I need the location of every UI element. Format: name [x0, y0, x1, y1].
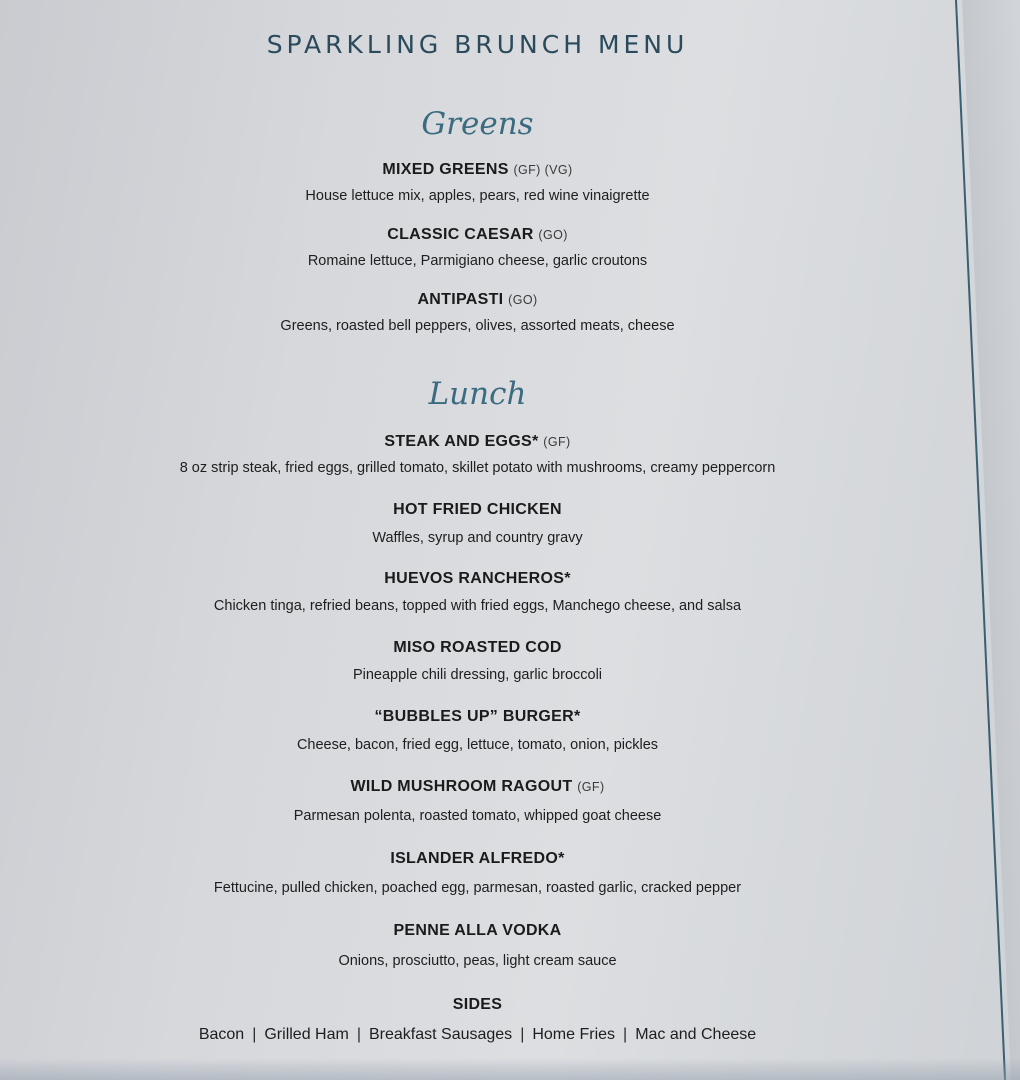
item-title: HOT FRIED CHICKEN [393, 501, 562, 518]
item-title: WILD MUSHROOM RAGOUT [350, 778, 573, 795]
menu-item-name [0, 161, 955, 179]
side-separator: | [252, 1026, 257, 1043]
side-item: Bacon [198, 1026, 245, 1043]
item-title: CLASSIC CAESAR [387, 226, 534, 243]
menu-item-name [0, 639, 955, 657]
item-title: “BUBBLES UP” BURGER* [374, 708, 581, 725]
sides-list [0, 1026, 955, 1044]
sides-heading: SIDES [452, 996, 503, 1013]
side-item: Mac and Cheese [635, 1026, 757, 1043]
side-item: Grilled Ham [264, 1026, 349, 1043]
menu-item-description: Cheese, bacon, fried egg, lettuce, tomato, onion, pickles [296, 737, 659, 753]
menu-item-name [0, 291, 955, 309]
item-tags: (GO) [508, 293, 538, 307]
item-tags: (GF) [543, 435, 571, 449]
side-item: Breakfast Sausages [368, 1026, 513, 1043]
menu-item-description: 8 oz strip steak, fried eggs, grilled tomato, skillet potato with mushrooms, creamy peppercorn [179, 460, 776, 476]
menu-item-description: Greens, roasted bell peppers, olives, assorted meats, cheese [280, 318, 675, 334]
side-separator: | [356, 1026, 361, 1043]
item-title: ANTIPASTI [417, 291, 504, 308]
menu-item-description: Pineapple chili dressing, garlic broccoli [352, 667, 603, 683]
menu-item-description: Waffles, syrup and country gravy [372, 530, 583, 546]
menu-item-name [0, 226, 955, 244]
menu-item-description: Parmesan polenta, roasted tomato, whipped goat cheese [293, 808, 662, 824]
section-heading-lunch: Lunch [428, 376, 527, 412]
menu-item-description: Fettucine, pulled chicken, poached egg, parmesan, roasted garlic, cracked pepper [213, 880, 742, 896]
item-title: MIXED GREENS [382, 161, 509, 178]
menu-item-description: Chicken tinga, refried beans, topped with fried eggs, Manchego cheese, and salsa [213, 598, 742, 614]
item-tags: (GF) [577, 780, 605, 794]
menu-item-name [0, 433, 955, 451]
section-heading-greens: Greens [421, 106, 534, 142]
menu-item-name [0, 922, 955, 940]
menu-item-name [0, 708, 955, 726]
side-separator: | [623, 1026, 628, 1043]
menu-item-description: Romaine lettuce, Parmigiano cheese, garlic croutons [307, 253, 648, 269]
side-separator: | [520, 1026, 525, 1043]
bottom-shadow [0, 1058, 1020, 1080]
item-title: STEAK AND EGGS* [384, 433, 539, 450]
item-title: PENNE ALLA VODKA [393, 922, 562, 939]
menu-item-description: Onions, prosciutto, peas, light cream sauce [338, 953, 617, 969]
item-title: HUEVOS RANCHEROS* [384, 570, 571, 587]
menu-item-name [0, 501, 955, 519]
item-title: MISO ROASTED COD [393, 639, 562, 656]
menu-title: SPARKLING BRUNCH MENU [266, 30, 689, 59]
item-title: ISLANDER ALFREDO* [390, 850, 565, 867]
page-edge-shadow [962, 0, 1020, 1080]
menu-item-name [0, 570, 955, 588]
menu-item-name [0, 778, 955, 796]
side-item: Home Fries [532, 1026, 616, 1043]
menu-item-name [0, 850, 955, 868]
item-tags: (GF) (VG) [513, 163, 573, 177]
item-tags: (GO) [538, 228, 568, 242]
menu-item-description: House lettuce mix, apples, pears, red wine vinaigrette [305, 188, 650, 204]
